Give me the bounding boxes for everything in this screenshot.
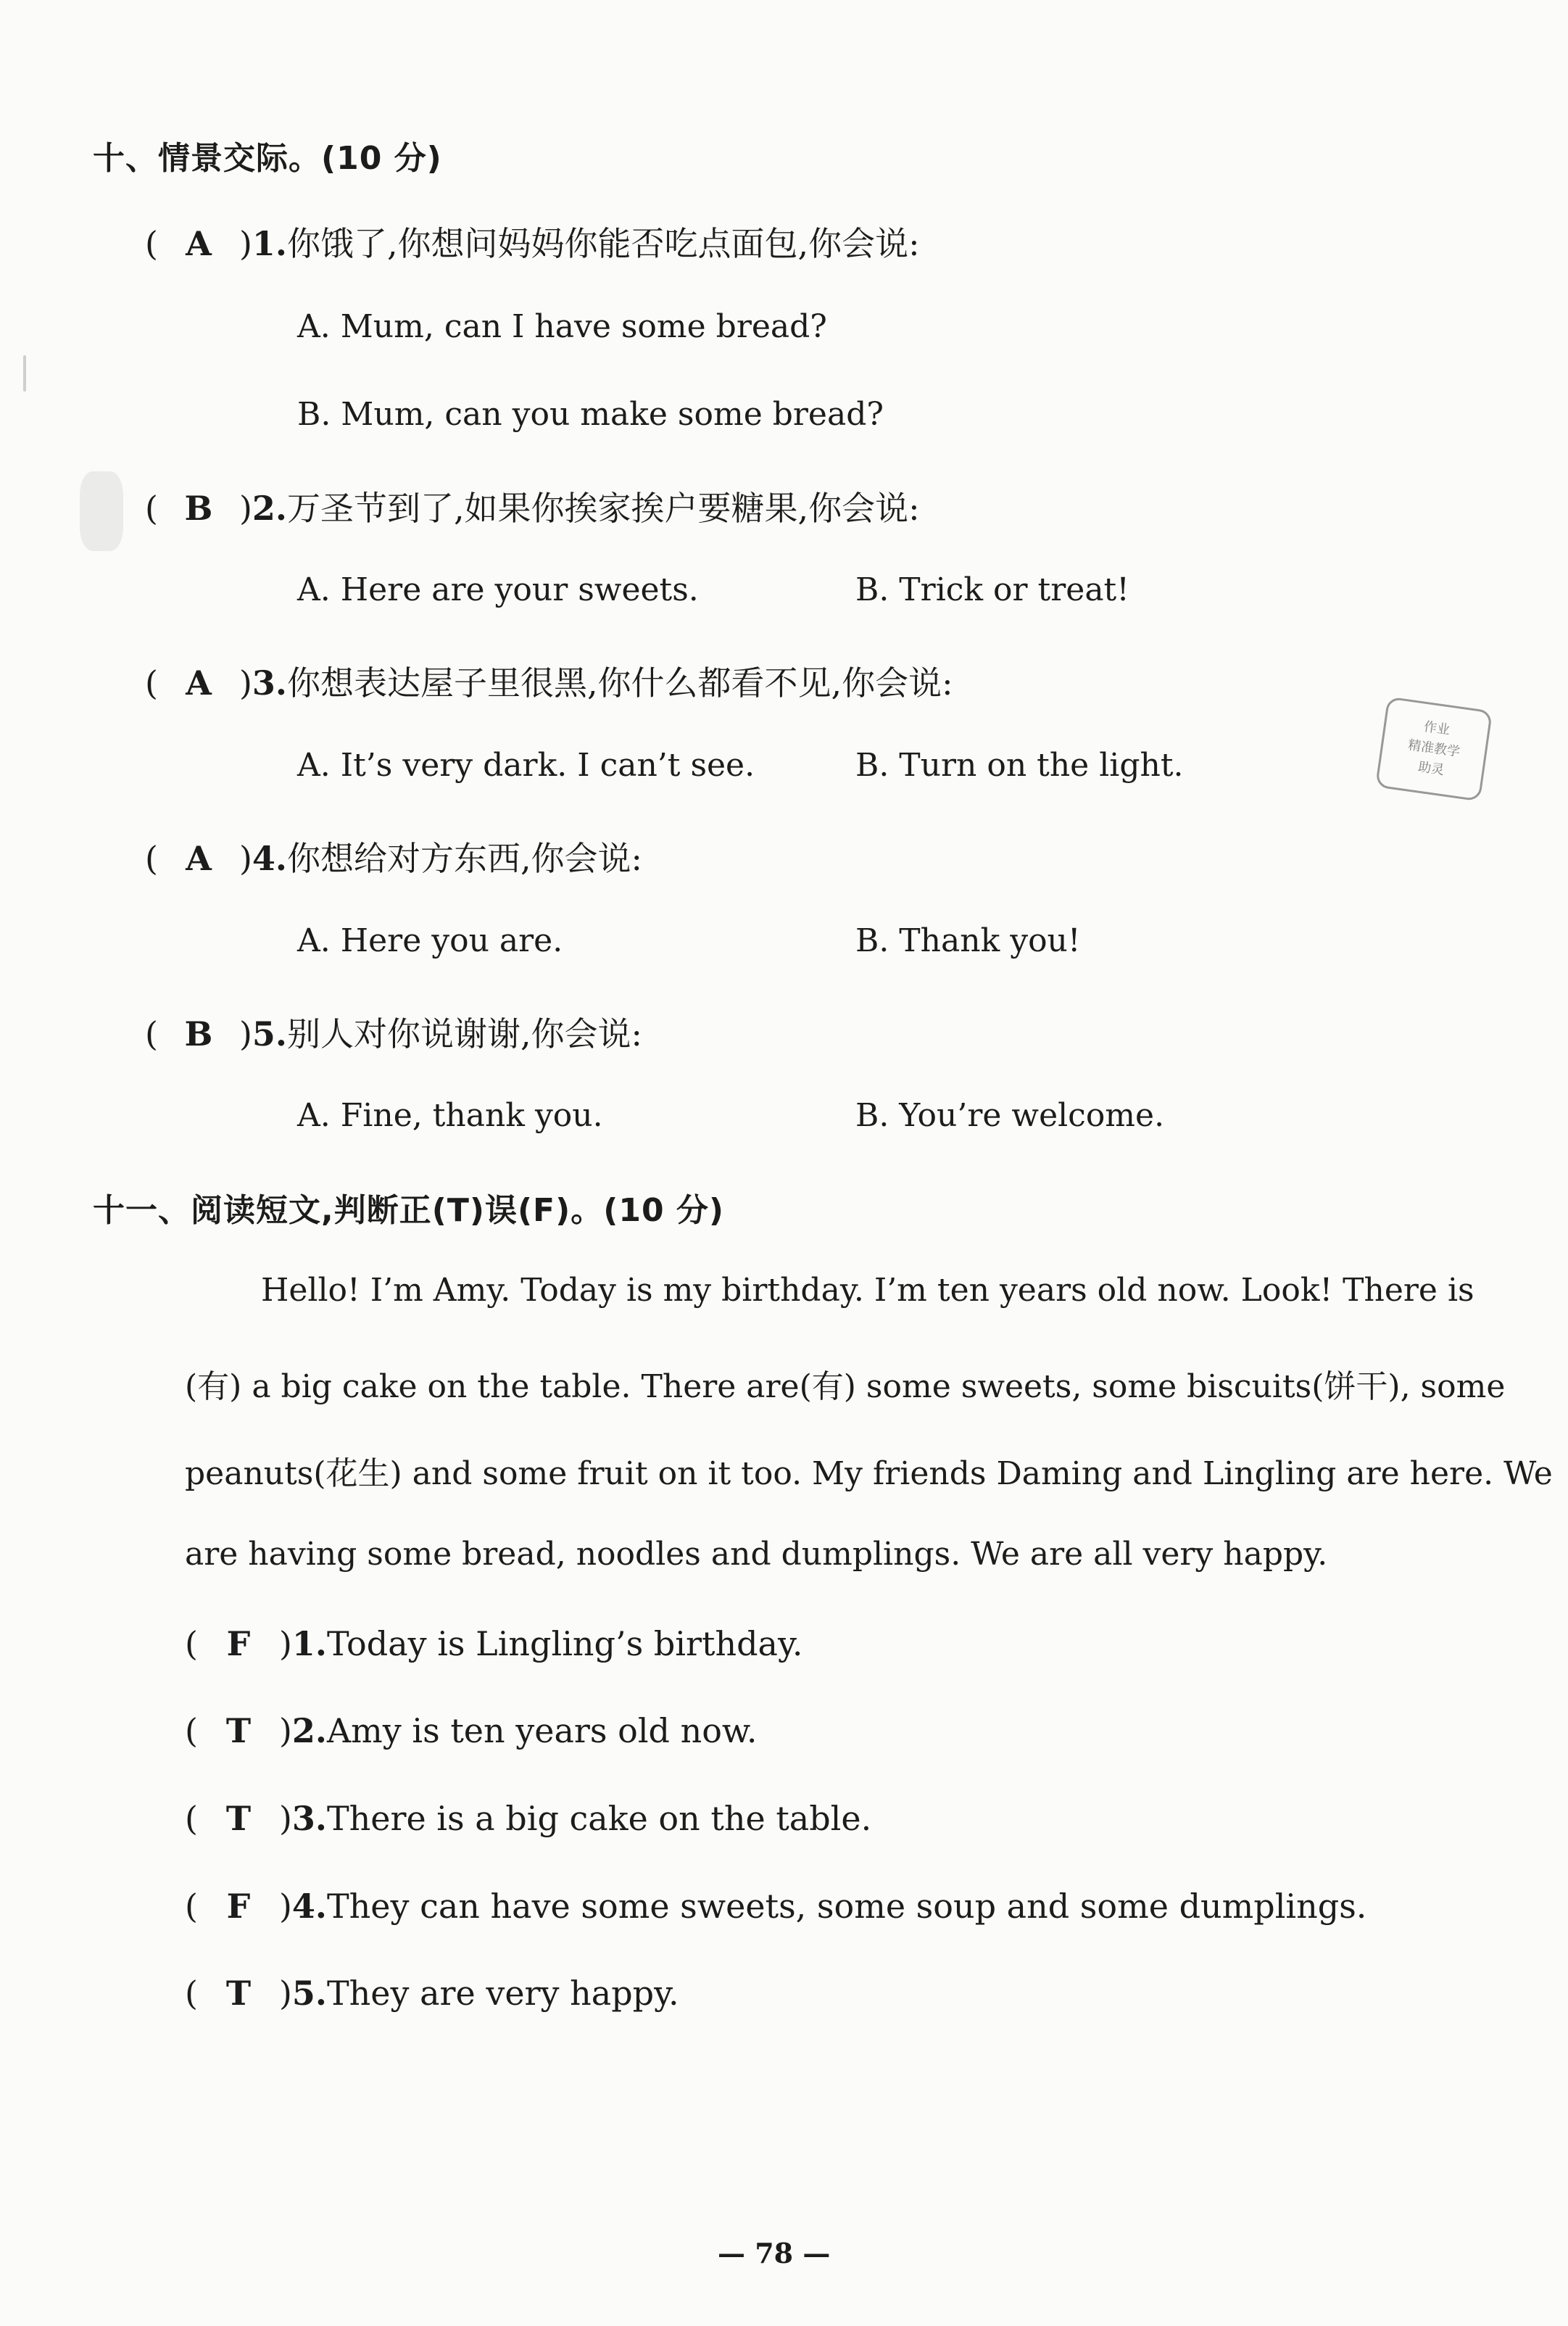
tf-answer-5: T (225, 1974, 252, 2013)
answer-2: B (184, 489, 213, 528)
q2-option-b: B. Trick or treat! (855, 571, 1129, 608)
question-1: ( A )1.你饿了,你想问妈妈你能否吃点面包,你会说: (145, 224, 920, 263)
statement-3-text: There is a big cake on the table. (326, 1799, 872, 1838)
passage-line-2: (有) a big cake on the table. There are(有) some sweets, some biscuits(饼干), some (185, 1368, 1506, 1405)
passage-line-3: peanuts(花生) and some fruit on it too. My friends Daming and Lingling are here. We (185, 1455, 1553, 1492)
homework-stamp: 作业 精准教学 助灵 (1375, 696, 1493, 801)
statement-1: ( F )1.Today is Lingling’s birthday. (185, 1624, 803, 1663)
q3-option-a: A. It’s very dark. I can’t see. (297, 747, 755, 784)
q5-option-b: B. You’re welcome. (855, 1097, 1165, 1134)
q1-option-a: A. Mum, can I have some bread? (297, 308, 827, 345)
statement-5-text: They are very happy. (326, 1974, 679, 2013)
answer-5: B (184, 1014, 213, 1054)
statement-2: ( T )2.Amy is ten years old now. (185, 1711, 758, 1750)
question-3: ( A )3.你想表达屋子里很黑,你什么都看不见,你会说: (145, 663, 953, 703)
passage-line-4: are having some bread, noodles and dumplings. We are all very happy. (185, 1536, 1328, 1573)
q4-option-b: B. Thank you! (855, 922, 1081, 959)
prompt-3: 你想表达屋子里很黑,你什么都看不见,你会说: (286, 663, 953, 703)
scan-smudge (80, 471, 123, 551)
passage-line-1: Hello! I’m Amy. Today is my birthday. I’m ten years old now. Look! There is (261, 1272, 1474, 1309)
tf-answer-3: T (225, 1799, 252, 1838)
tf-answer-4: F (226, 1887, 251, 1926)
section-11-title: 十一、阅读短文,判断正(T)误(F)。(10 分) (93, 1192, 724, 1229)
answer-3: A (186, 663, 212, 703)
q1-option-b: B. Mum, can you make some bread? (297, 396, 884, 433)
statement-1-text: Today is Lingling’s birthday. (326, 1624, 803, 1663)
statement-5: ( T )5.They are very happy. (185, 1974, 679, 2013)
prompt-4: 你想给对方东西,你会说: (286, 839, 643, 878)
answer-1: A (186, 224, 212, 263)
section-10-title: 十、情景交际。(10 分) (93, 140, 442, 177)
prompt-2: 万圣节到了,如果你挨家挨户要糖果,你会说: (286, 489, 920, 528)
tf-answer-1: F (226, 1624, 251, 1663)
prompt-5: 别人对你说谢谢,你会说: (286, 1014, 643, 1054)
q3-option-b: B. Turn on the light. (855, 747, 1184, 784)
q4-option-a: A. Here you are. (297, 922, 563, 959)
page-number: — 78 — (718, 2237, 831, 2269)
q5-option-a: A. Fine, thank you. (297, 1097, 603, 1134)
tf-answer-2: T (225, 1711, 252, 1750)
prompt-1: 你饿了,你想问妈妈你能否吃点面包,你会说: (286, 224, 920, 263)
statement-2-text: Amy is ten years old now. (326, 1711, 758, 1750)
q2-option-a: A. Here are your sweets. (297, 571, 699, 608)
statement-3: ( T )3.There is a big cake on the table. (185, 1799, 872, 1838)
question-4: ( A )4.你想给对方东西,你会说: (145, 839, 643, 878)
statement-4: ( F )4.They can have some sweets, some soup and some dumplings. (185, 1887, 1367, 1926)
scan-mark (23, 355, 26, 392)
answer-4: A (186, 839, 212, 878)
statement-4-text: They can have some sweets, some soup and some dumplings. (326, 1887, 1367, 1926)
question-5: ( B )5.别人对你说谢谢,你会说: (145, 1014, 643, 1054)
question-2: ( B )2.万圣节到了,如果你挨家挨户要糖果,你会说: (145, 489, 920, 528)
